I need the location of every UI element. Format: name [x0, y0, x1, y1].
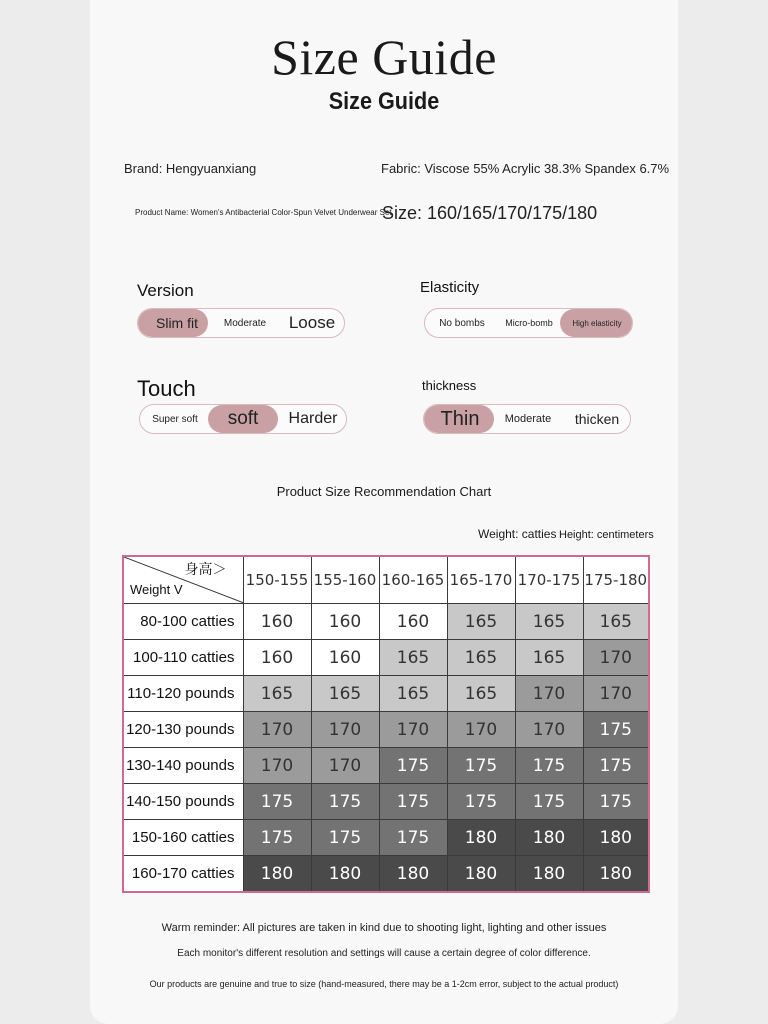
size-cell: 175	[583, 784, 649, 820]
column-header: 165-170	[447, 556, 515, 604]
note-true-to-size: Our products are genuine and true to size (hand-measured, there may be a 1-2cm error, subject to the actual product)	[149, 979, 619, 989]
table-row	[123, 640, 649, 676]
size-cell: 165	[379, 676, 447, 712]
page-title: Size Guide	[271, 29, 497, 85]
option-soft[interactable]: soft	[227, 408, 259, 429]
size-cell: 170	[515, 712, 583, 748]
size-cell: 165	[379, 640, 447, 676]
size-cell: 180	[515, 820, 583, 856]
size-cell: 175	[311, 820, 379, 856]
touch-label: Touch	[137, 376, 196, 401]
product-name-info: Product Name: Women's Antibacterial Color-Spun Velvet Underwear Set	[135, 208, 392, 217]
row-label: 130-140 pounds	[123, 748, 243, 784]
size-cell: 160	[311, 640, 379, 676]
thickness-label: thickness	[422, 378, 477, 393]
brand-info: Brand: Hengyuanxiang	[124, 161, 257, 176]
size-cell: 175	[243, 820, 311, 856]
table-row	[123, 784, 649, 820]
table-row	[123, 712, 649, 748]
table-row	[123, 676, 649, 712]
option-no-bombs[interactable]: No bombs	[439, 317, 485, 329]
option-thicken[interactable]: thicken	[574, 411, 620, 427]
size-cell: 165	[447, 640, 515, 676]
version-selector	[137, 308, 345, 338]
size-cell: 175	[583, 748, 649, 784]
size-cell: 170	[243, 712, 311, 748]
size-cell: 165	[311, 676, 379, 712]
elasticity-selector	[424, 308, 633, 338]
size-cell: 170	[243, 748, 311, 784]
table-row	[123, 604, 649, 640]
size-cell: 175	[447, 784, 515, 820]
option-moderate[interactable]: Moderate	[223, 317, 267, 329]
thickness-selector	[423, 404, 631, 434]
size-cell: 180	[379, 856, 447, 893]
table-row	[123, 820, 649, 856]
touch-selector	[139, 404, 347, 434]
unit-weight: Weight: catties	[478, 527, 557, 541]
note-warm-reminder: Warm reminder: All pictures are taken in kind due to shooting light, lighting and other issues	[161, 922, 607, 934]
size-cell: 175	[379, 784, 447, 820]
column-header: 170-175	[515, 556, 583, 604]
version-label: Version	[137, 281, 194, 300]
column-header: 160-165	[379, 556, 447, 604]
size-cell: 165	[515, 604, 583, 640]
size-cell: 160	[311, 604, 379, 640]
size-cell: 170	[311, 712, 379, 748]
size-cell: 175	[311, 784, 379, 820]
option-super-soft[interactable]: Super soft	[152, 413, 198, 425]
size-cell: 175	[379, 820, 447, 856]
size-cell: 175	[379, 748, 447, 784]
size-cell: 170	[583, 640, 649, 676]
row-label: 120-130 pounds	[123, 712, 243, 748]
column-header: 150-155	[243, 556, 311, 604]
size-cell: 165	[515, 640, 583, 676]
size-cell: 180	[515, 856, 583, 893]
size-cell: 175	[447, 748, 515, 784]
option-high-elasticity[interactable]: High elasticity	[572, 318, 622, 328]
size-cell: 170	[447, 712, 515, 748]
size-cell: 165	[447, 676, 515, 712]
option-moderate-thickness[interactable]: Moderate	[504, 413, 552, 425]
corner-weight-label: Weight V	[130, 582, 183, 597]
size-cell: 170	[311, 748, 379, 784]
option-thin[interactable]: Thin	[440, 407, 480, 430]
size-cell: 180	[447, 820, 515, 856]
size-cell: 165	[243, 676, 311, 712]
row-label: 100-110 catties	[123, 640, 243, 676]
table-row	[123, 856, 649, 893]
option-loose[interactable]: Loose	[288, 313, 336, 332]
unit-height: Height: centimeters	[559, 529, 654, 541]
size-cell: 180	[311, 856, 379, 893]
size-cell: 175	[583, 712, 649, 748]
size-cell: 160	[243, 604, 311, 640]
option-micro-bomb[interactable]: Micro-bomb	[505, 318, 553, 328]
size-cell: 180	[583, 856, 649, 893]
size-cell: 175	[515, 748, 583, 784]
size-cell: 170	[379, 712, 447, 748]
page-subtitle: Size Guide	[328, 88, 440, 115]
size-cell: 180	[583, 820, 649, 856]
size-cell: 160	[243, 640, 311, 676]
table-header-row	[123, 556, 649, 604]
size-cell: 160	[379, 604, 447, 640]
size-cell: 175	[515, 784, 583, 820]
table-row	[123, 748, 649, 784]
size-cell: 170	[583, 676, 649, 712]
column-header: 175-180	[583, 556, 649, 604]
chart-title: Product Size Recommendation Chart	[276, 484, 492, 499]
column-header: 155-160	[311, 556, 379, 604]
table-corner	[123, 556, 243, 604]
size-cell: 165	[447, 604, 515, 640]
size-info: Size: 160/165/170/175/180	[382, 203, 598, 223]
row-label: 150-160 catties	[123, 820, 243, 856]
size-cell: 165	[583, 604, 649, 640]
option-slim-fit[interactable]: Slim fit	[156, 315, 198, 331]
row-label: 80-100 catties	[123, 604, 243, 640]
size-cell: 170	[515, 676, 583, 712]
row-label: 140-150 pounds	[123, 784, 243, 820]
elasticity-label: Elasticity	[420, 279, 480, 296]
size-cell: 180	[243, 856, 311, 893]
corner-height-label: 身高＞	[184, 562, 227, 578]
fabric-info: Fabric: Viscose 55% Acrylic 38.3% Spandex 6.7%	[381, 161, 670, 176]
size-table	[122, 555, 650, 893]
row-label: 160-170 catties	[123, 856, 243, 893]
size-cell: 175	[243, 784, 311, 820]
size-cell: 180	[447, 856, 515, 893]
option-harder[interactable]: Harder	[288, 410, 338, 427]
note-color-difference: Each monitor's different resolution and settings will cause a certain degree of color difference.	[177, 948, 591, 959]
row-label: 110-120 pounds	[123, 676, 243, 712]
